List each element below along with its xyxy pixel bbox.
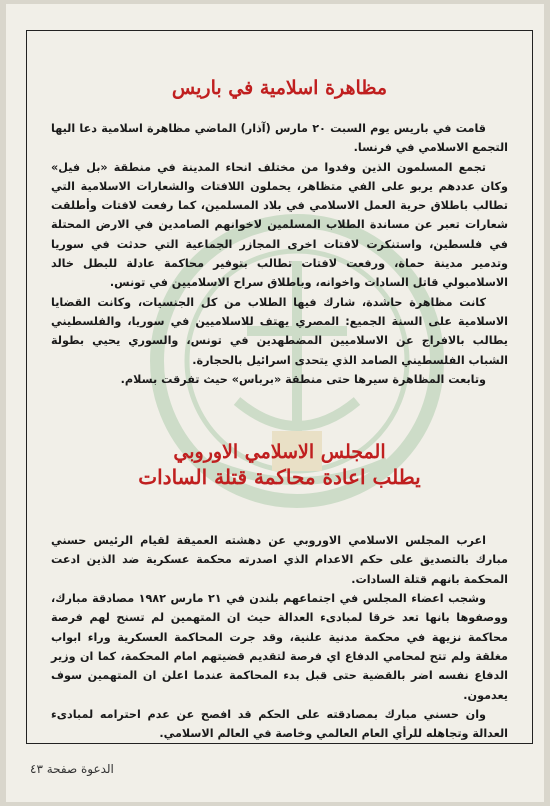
- paragraph: تجمع المسلمون الذين وفدوا من مختلف انحاء المدينة في منطقة «بل فيل» وكان عددهم يربو على الفي متظاهر، يحملون اللافتات والشعارات الاسلامية التي تطالب باطلاق حرية العمل الاسلامي في بلاد المسلمين، كما رفعت لافتات وأطلقت شعارات تعبر عن مساندة الطلاب المسلمين لاخوانهم الصامدين في الارض المحتلة في فلسطين، واستنكرت لافتات اخرى المجازر الجماعية التي حدثت في سوريا وتدمير مدينة حماة، ورفعت لافتات تطالب بتوفير محاكمة عادلة للبطل خالد الاسلامبولي قاتل السادات واخوانه، وباطلاق سراح الاسلاميين في تونس.: [51, 160, 508, 290]
- article-demonstration-paris: [27, 77, 532, 389]
- article-european-council: [27, 441, 532, 744]
- paragraph: اعرب المجلس الاسلامي الاوروبي عن دهشته العميقة لقيام الرئيس حسني مبارك بالتصديق على حكم الاعدام الذي اصدرته محكمة عسكرية ضد الذين ادعت المحكمة بانهم قتلة السادات.: [51, 534, 508, 586]
- magazine-page: [6, 4, 544, 802]
- paragraph: وشجب اعضاء المجلس في اجتماعهم بلندن في ٢١ مارس ١٩٨٢ مصادقة مبارك، ووصفوها بانها تعد خرقا لمبادىء العدالة حيث ان المتهمين لم تسنح لهم فرصة محاكمة نزيهة في محكمة مدنية علنية، وقد جرت المحاكمة العسكرية وراء ابواب مغلقة ولم تتح لمحامي الدفاع اي فرصة لتقديم قضيتهم امام المحكمة، كما ان وزير الدفاع نفسه اضر بالقضية حتى قبل بدء المحاكمة عندما اعلن ان المتهمين سوف يعدمون.: [51, 592, 508, 702]
- page-footer: الدعوة صفحة ٤٣: [30, 762, 114, 776]
- paragraph: وتابعت المظاهرة سيرها حتى منطقة «برباس» حيث تفرقت بسلام.: [120, 372, 486, 386]
- paragraph: قامت في باريس يوم السبت ٢٠ مارس (آذار) الماضي مظاهرة اسلامية دعا اليها التجمع الاسلامي في فرنسا.: [51, 122, 508, 155]
- paragraph: كانت مظاهرة حاشدة، شارك فيها الطلاب من كل الجنسيات، وكانت القضايا الاسلامية على السنة الجميع: المصري يهتف للاسلاميين في سوريا، والفلسطيني يطالب بالافراج عن الاسلاميين المضطهدين في تونس، والسوري يحيي بطولة الشباب الفلسطيني الصامد الذي يتحدى اسرائيل بالحجارة.: [51, 295, 508, 367]
- paragraph: وان حسني مبارك بمصادقته على الحكم قد افصح عن عدم احترامه لمبادىء العدالة وتجاهله للرأي العام العالمي وخاصة في العالم الاسلامي.: [51, 707, 508, 741]
- article-frame: [26, 30, 533, 744]
- article-subtitle: يطلب اعادة محاكمة قتلة السادات: [138, 465, 421, 490]
- article-title: مظاهرة اسلامية في باريس: [171, 77, 388, 99]
- paragraph: [27, 743, 532, 744]
- article-title: المجلس الاسلامي الاوروبي: [173, 441, 386, 464]
